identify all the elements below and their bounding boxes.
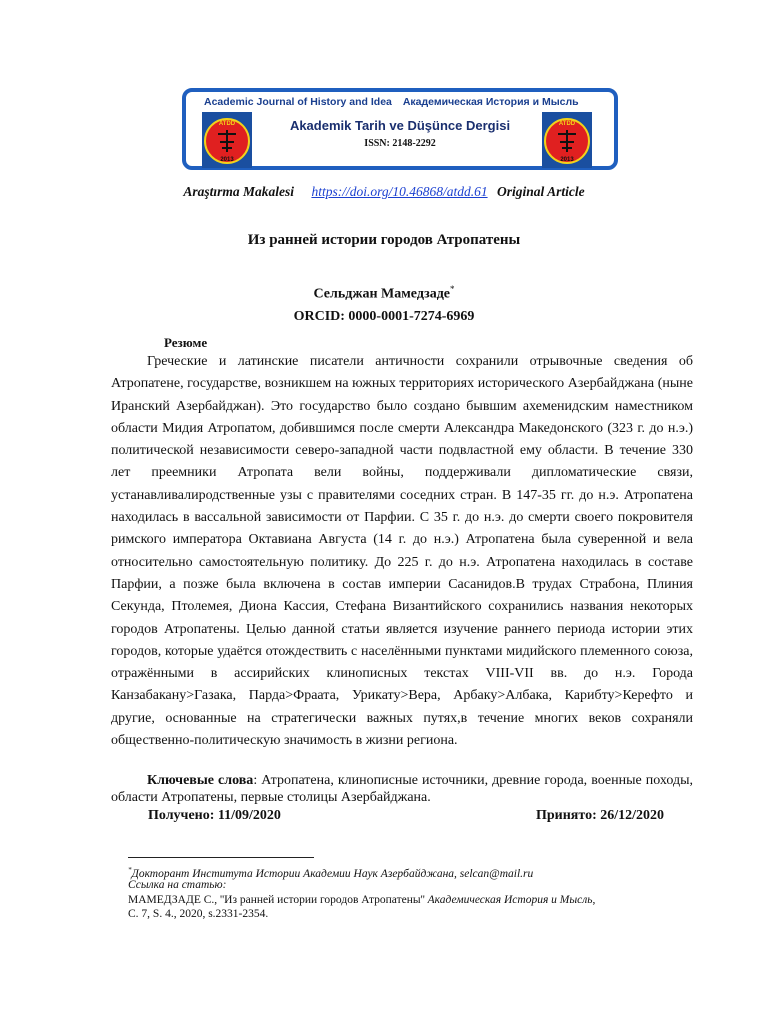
citation-journal: Академическая История и Мысль <box>427 894 593 906</box>
citation-author-title: МАМЕДЗАДЕ С., ''Из ранней истории городов Атропатены'' <box>128 894 428 906</box>
citation-text <box>128 893 708 907</box>
logo-year: 2013 <box>560 157 574 163</box>
citation-separator: , <box>592 894 596 906</box>
journal-name-ru: Академическая История и Мысль <box>402 96 579 108</box>
logo-top-text: ATDD <box>558 121 576 127</box>
citation-volume: С. 7, S. 4., 2020, s.2331-2354. <box>128 908 269 920</box>
logo-top-text: ATDD <box>218 121 236 127</box>
journal-name-line <box>204 96 604 108</box>
keywords-text: : Атропатена, клинописные источники, древние города, военные походы, области Атропатены, первые столицы Азербайджана. <box>111 773 693 805</box>
keywords-paragraph <box>111 772 693 806</box>
citation-label: Ссылка на статью: <box>128 879 227 891</box>
article-type-tr: Araştırma Makalesi <box>183 184 295 199</box>
article-type-line <box>0 184 768 200</box>
keywords-label: Ключевые слова <box>147 773 254 788</box>
author-orcid: ORCID: 0000-0001-7274-6969 <box>293 309 475 324</box>
author-line <box>0 284 768 303</box>
journal-name-tr: Akademik Tarih ve Düşünce Dergisi <box>289 118 511 133</box>
logo-year: 2013 <box>220 157 234 163</box>
received-date: Получено: 11/09/2020 <box>148 808 281 823</box>
author-name: Сельджан Мамедзаде <box>313 286 450 302</box>
article-title: Из ранней истории городов Атропатены <box>247 232 521 248</box>
journal-header-banner <box>182 88 618 170</box>
abstract-heading: Резюме <box>164 335 208 350</box>
journal-name-en: Academic Journal of History and Idea <box>204 96 392 108</box>
footnote-divider <box>128 857 314 858</box>
doi-link[interactable]: https://doi.org/10.46868/atdd.61 <box>311 184 488 199</box>
abstract-text: Греческие и латинские писатели античности сохранили отрывочные сведения об Атропатене, государстве, возникшем на южных территориях исторического Азербайджана (ныне Иранский Азербайджан). Это государство было создано бывшим ахеменидским наместником области Мидия Атропатом, добившимся после смерти Александра Македонского (323 г. до н.э.) политической независимости северо-западной части подвластной ему области. В течение 330 лет преемники Атропата вели войны, поддерживали дипломатические связи, устанавливалиродственные узы с правителями соседних стран. В 147-35 гг. до н.э. Атропатена находилась в вассальной зависимости от Парфии. С 35 г. до н.э. до смерти своего покровителя римского императора Октавиана Августа (14 г. до н.э.) Атропатена была суверенной и вела относительно самостоятельную политику. До 225 г. до н.э. Атропатена находилась в составе Парфии, а позже была включена в состав империи Сасанидов.В трудах Страбона, Плиния Секунда, Птолемея, Диона Кассия, Стефана Византийского сохранились названия некоторых городов Атропатены. Целью данной статьи является изучение раннего периода истории этих городов, которые удаётся отождествить с населёнными пунктами мидийского племенного союза, отражёнными в ассирийских клинописных текстах VIII-VII вв. до н.э. Города Канзабакану>Газака, Парда>Фраата, Урикату>Вера, Арбаку>Албака, Карибту>Керефто и другие, основанные на стратегически важных путях,в течение многих веков сохраняли общественно-политическую значимость в жизни региона. <box>111 354 693 749</box>
footnote-mark: * <box>128 866 132 874</box>
journal-issn: ISSN: 2148-2292 <box>364 138 436 149</box>
affiliation-text: Докторант Института Истории Академии Наук Азербайджана, selcan@mail.ru <box>131 867 534 880</box>
article-type-en: Original Article <box>496 184 585 199</box>
author-footnote-mark: * <box>450 284 455 294</box>
accepted-date: Принято: 26/12/2020 <box>536 808 665 823</box>
